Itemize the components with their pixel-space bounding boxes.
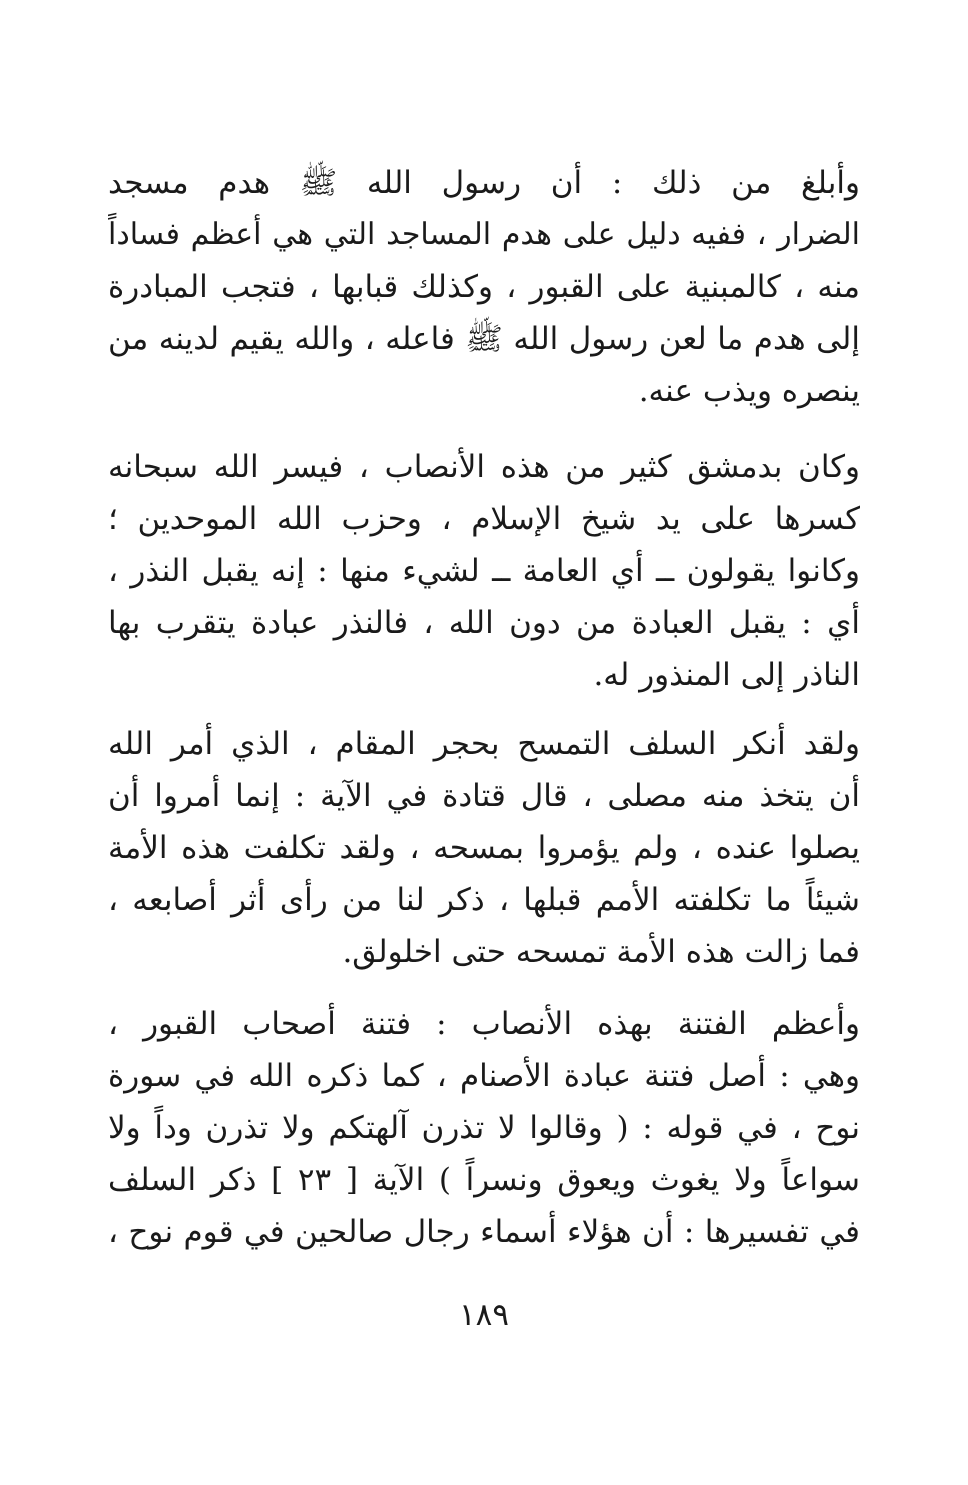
paragraph-graves-fitna — [108, 998, 860, 1258]
paragraph-damascus — [108, 441, 860, 701]
text-line: وأعظم الفتنة بهذه الأنصاب : فتنة أصحاب القبور ، — [108, 1006, 860, 1042]
text-line: يصلوا عنده ، ولم يؤمروا بمسحه ، ولقد تكلفت هذه الأمة — [108, 830, 860, 866]
paragraph-maqam-stone — [108, 718, 860, 978]
text-line: فما زالت هذه الأمة تمسحه حتى اخلولق. — [342, 934, 860, 970]
text-line: كسرها على يد شيخ الإسلام ، وحزب الله الموحدين ؛ — [108, 501, 860, 537]
text-line: ولقد أنكر السلف التمسح بحجر المقام ، الذي أمر الله — [108, 726, 860, 762]
text-line: الناذر إلى المنذور له. — [593, 657, 860, 693]
text-line: سواعاً ولا يغوث ويعوق ونسراً ) الآية [ ٢٣ ] ذكر السلف — [108, 1162, 860, 1198]
text-line: في تفسيرها : أن هؤلاء أسماء رجال صالحين في قوم نوح ، — [108, 1214, 860, 1250]
text-line: ينصره ويذب عنه. — [638, 373, 860, 409]
text-line: الضرار ، ففيه دليل على هدم المساجد التي هي أعظم فساداً — [108, 217, 860, 252]
page-number: ١٨٩ — [459, 1297, 509, 1333]
text-line: منه ، كالمبنية على القبور ، وكذلك قبابها ، فتجب المبادرة — [108, 269, 860, 305]
text-line: نوح ، في قوله : ( وقالوا لا تذرن آلهتكم ولا تذرن وداً ولا — [108, 1110, 860, 1146]
text-line: أن يتخذ منه مصلى ، قال قتادة في الآية : إنما أمروا أن — [108, 778, 860, 814]
paragraph-mosque-demolition — [108, 157, 860, 417]
text-line: وكانوا يقولون ــ أي العامة ــ لشيء منها : إنه يقبل النذر ، — [108, 553, 860, 589]
text-line: أي : يقبل العبادة من دون الله ، فالنذر عبادة يتقرب بها — [108, 605, 860, 641]
text-line: شيئاً ما تكلفته الأمم قبلها ، ذكر لنا من رأى أثر أصابعه ، — [108, 882, 860, 918]
text-line: وأبلغ من ذلك : أن رسول الله ﷺ هدم مسجد — [108, 165, 860, 201]
text-line: وكان بدمشق كثير من هذه الأنصاب ، فيسر الله سبحانه — [108, 449, 860, 485]
text-line: وهي : أصل فتنة عبادة الأصنام ، كما ذكره الله في سورة — [108, 1058, 860, 1094]
text-line: إلى هدم ما لعن رسول الله ﷺ فاعله ، والله يقيم لدينه من — [108, 321, 860, 357]
